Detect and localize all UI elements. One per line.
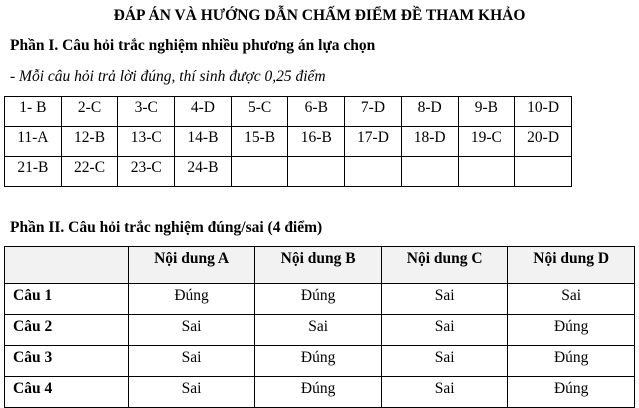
answer-cell: 17-D: [345, 127, 402, 157]
answer-row: [5, 127, 572, 157]
answer-cell: [345, 157, 402, 187]
column-header-a: Nội dung A: [128, 247, 255, 284]
answer-value: Đúng: [255, 284, 382, 315]
answer-cell: 22-C: [61, 157, 118, 187]
answer-cell: 1- B: [5, 97, 62, 127]
answer-cell: [231, 157, 288, 187]
answer-row: [5, 97, 572, 127]
answer-value: Đúng: [508, 377, 635, 408]
answer-value: Đúng: [255, 377, 382, 408]
row-label: Câu 1: [5, 284, 129, 315]
answer-cell: 24-B: [175, 157, 232, 187]
answer-value: Sai: [128, 377, 255, 408]
answer-cell: 10-D: [515, 97, 572, 127]
part1-scoring-note: - Mỗi câu hỏi trả lời đúng, thí sinh được 0,25 điểm: [10, 68, 326, 85]
answer-value: Sai: [255, 315, 382, 346]
answer-cell: [515, 157, 572, 187]
answer-value: Đúng: [128, 284, 255, 315]
answer-cell: [458, 157, 515, 187]
row-label: Câu 3: [5, 346, 129, 377]
answer-value: Đúng: [508, 346, 635, 377]
table-row: [5, 315, 635, 346]
answer-value: Sai: [128, 346, 255, 377]
answer-cell: 7-D: [345, 97, 402, 127]
answer-cell: 11-A: [5, 127, 62, 157]
answer-value: Sai: [381, 315, 508, 346]
table-row: [5, 284, 635, 315]
part2-true-false-table: [4, 246, 635, 408]
part1-heading: Phần I. Câu hỏi trắc nghiệm nhiều phương án lựa chọn: [10, 37, 376, 54]
part1-answer-table: [4, 96, 572, 187]
answer-cell: 8-D: [401, 97, 458, 127]
column-header-c: Nội dung C: [381, 247, 508, 284]
answer-value: Đúng: [508, 315, 635, 346]
column-header-empty: [5, 247, 129, 284]
answer-cell: 12-B: [61, 127, 118, 157]
row-label: Câu 2: [5, 315, 129, 346]
answer-cell: [288, 157, 345, 187]
answer-cell: 19-C: [458, 127, 515, 157]
answer-cell: 15-B: [231, 127, 288, 157]
answer-cell: [401, 157, 458, 187]
answer-cell: 21-B: [5, 157, 62, 187]
column-header-d: Nội dung D: [508, 247, 635, 284]
answer-value: Sai: [508, 284, 635, 315]
document-title: ĐÁP ÁN VÀ HƯỚNG DẪN CHẤM ĐIỂM ĐỀ THAM KHẢO: [113, 7, 526, 24]
answer-cell: 18-D: [401, 127, 458, 157]
answer-row: [5, 157, 572, 187]
table-header-row: [5, 247, 635, 284]
table-row: [5, 377, 635, 408]
column-header-b: Nội dung B: [255, 247, 382, 284]
row-label: Câu 4: [5, 377, 129, 408]
answer-cell: 13-C: [118, 127, 175, 157]
answer-cell: 2-C: [61, 97, 118, 127]
answer-value: Sai: [381, 284, 508, 315]
answer-cell: 20-D: [515, 127, 572, 157]
answer-value: Sai: [381, 346, 508, 377]
part2-heading: Phần II. Câu hỏi trắc nghiệm đúng/sai (4 điểm): [10, 219, 323, 236]
answer-cell: 3-C: [118, 97, 175, 127]
answer-cell: 5-C: [231, 97, 288, 127]
table-row: [5, 346, 635, 377]
answer-value: Sai: [381, 377, 508, 408]
answer-cell: 16-B: [288, 127, 345, 157]
answer-cell: 6-B: [288, 97, 345, 127]
answer-cell: 23-C: [118, 157, 175, 187]
answer-cell: 4-D: [175, 97, 232, 127]
answer-value: Đúng: [255, 346, 382, 377]
answer-cell: 14-B: [175, 127, 232, 157]
answer-value: Sai: [128, 315, 255, 346]
answer-cell: 9-B: [458, 97, 515, 127]
